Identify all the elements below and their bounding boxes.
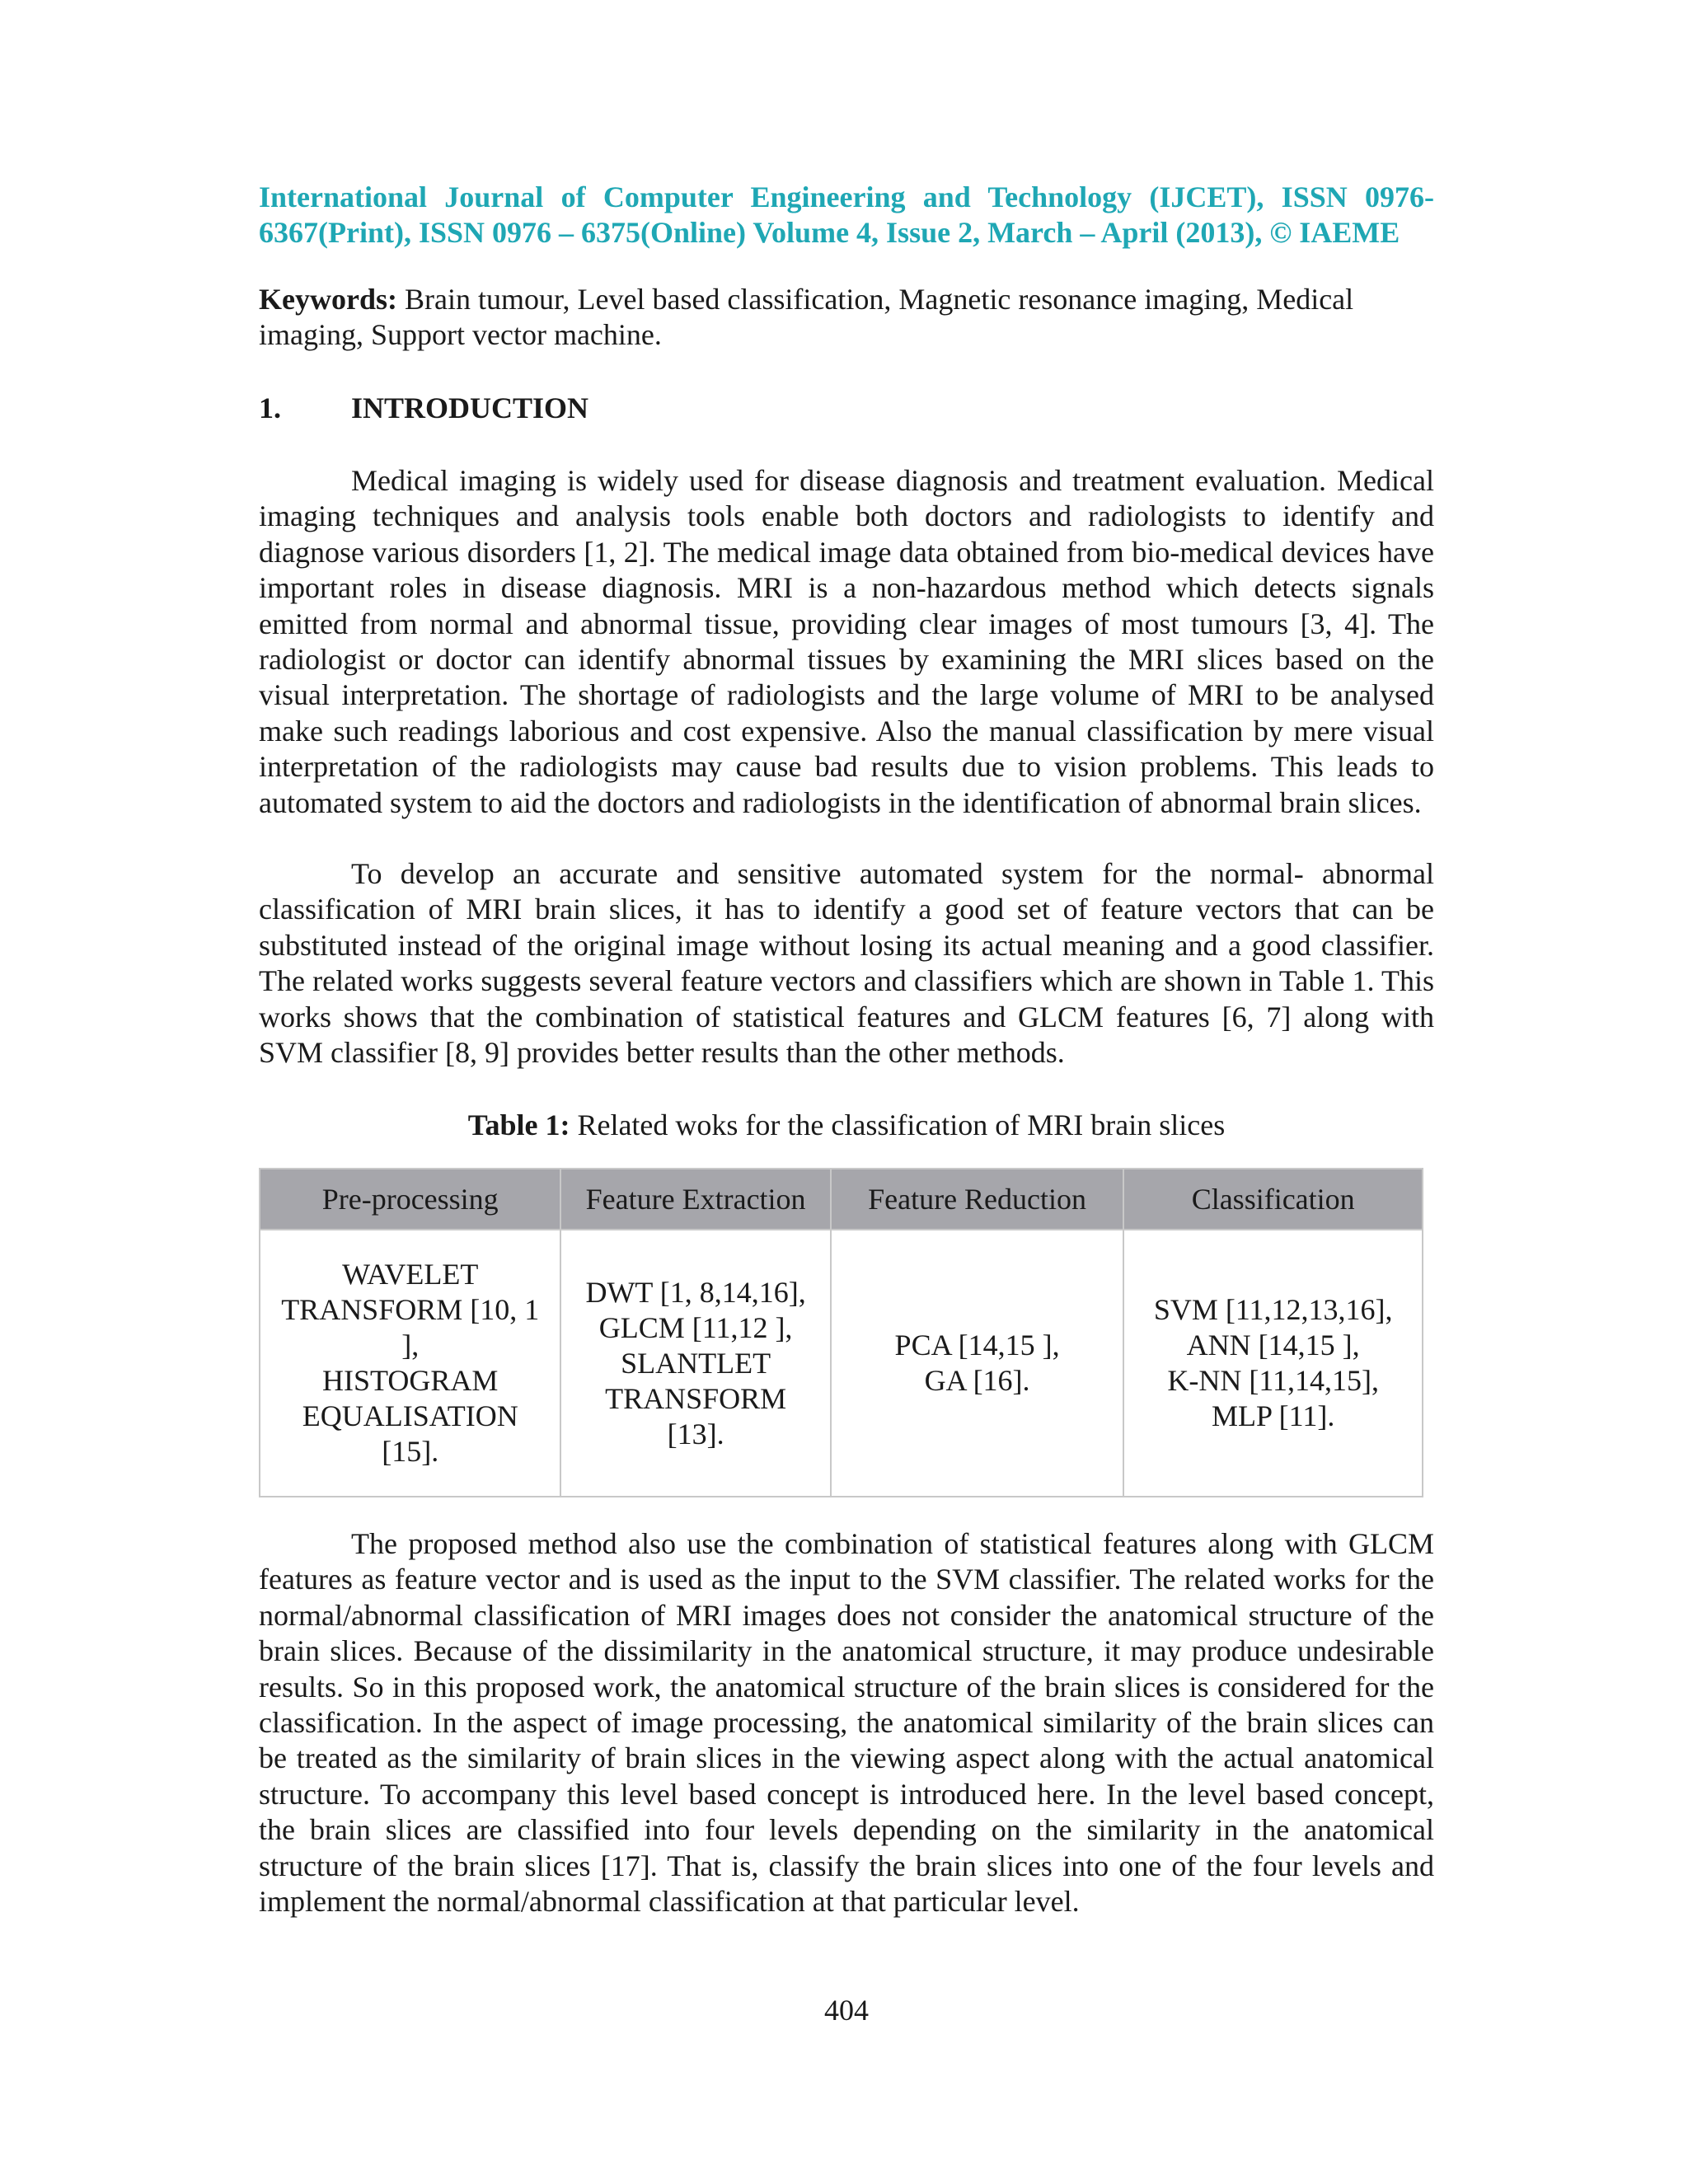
header-preprocessing: Pre-processing bbox=[260, 1169, 560, 1230]
cell-line: SVM [11,12,13,16], bbox=[1153, 1293, 1393, 1326]
table-caption-label: Table 1: bbox=[467, 1108, 570, 1141]
section-number: 1. bbox=[259, 391, 281, 424]
paragraph-1: Medical imaging is widely used for disease diagnosis and treatment evaluation. Medical imaging techniques and analysis tools enable both doctors and radiologists to identify and diagnose various disorders [1, 2]. The medical image data obtained from bio-medical devices have important roles in disease diagnosis. MRI is a non-hazardous method which detects signals emitted from normal and abnormal tissue, providing clear images of most tumours [3, 4]. The radiologist or doctor can identify abnormal tissues by examining the MRI slices based on the visual interpretation. The shortage of radiologists and the large volume of MRI to be analysed make such readings laborious and cost expensive. Also the manual classification by mere visual interpretation of the radiologists may cause bad results due to vision problems. This leads to automated system to aid the doctors and radiologists in the identification of abnormal brain slices. bbox=[259, 464, 1434, 819]
keywords-text: Brain tumour, Level based classification, Magnetic resonance imaging, Medical imaging, Support vector machine. bbox=[259, 283, 1354, 351]
cell-line: TRANSFORM [10, 1 bbox=[281, 1293, 540, 1326]
related-works-table bbox=[259, 1168, 1423, 1497]
cell-classification bbox=[1123, 1230, 1423, 1497]
cell-line: TRANSFORM bbox=[605, 1381, 787, 1415]
cell-line: EQUALISATION bbox=[302, 1399, 518, 1432]
cell-line: GLCM [11,12 ], bbox=[598, 1310, 793, 1344]
cell-line: MLP [11]. bbox=[1212, 1399, 1335, 1432]
cell-line: DWT [1, 8,14,16], bbox=[585, 1275, 806, 1309]
header-feature-extraction: Feature Extraction bbox=[560, 1169, 830, 1230]
cell-preprocessing bbox=[260, 1230, 560, 1497]
table-caption-text: Related woks for the classification of MRI brain slices bbox=[570, 1108, 1226, 1141]
cell-line: WAVELET bbox=[342, 1258, 479, 1291]
table-row bbox=[260, 1230, 1423, 1497]
table-caption bbox=[259, 1108, 1434, 1143]
cell-line: ANN [14,15 ], bbox=[1186, 1329, 1360, 1361]
cell-line: [15]. bbox=[382, 1435, 439, 1468]
cell-line: PCA [14,15 ], bbox=[894, 1329, 1060, 1361]
section-heading bbox=[259, 391, 1434, 426]
journal-header: International Journal of Computer Engineering and Technology (IJCET), ISSN 0976-6367(Print), ISSN 0976 – 6375(Online) Volume 4, Issue 2, March – April (2013), © IAEME bbox=[259, 180, 1434, 249]
keywords bbox=[259, 282, 1434, 353]
page-number: 404 bbox=[824, 1994, 869, 2027]
section-title: INTRODUCTION bbox=[351, 391, 589, 424]
cell-line: HISTOGRAM bbox=[322, 1364, 499, 1397]
cell-feature-reduction bbox=[831, 1230, 1124, 1497]
table-header-row bbox=[260, 1169, 1423, 1230]
cell-line: K-NN [11,14,15], bbox=[1167, 1364, 1379, 1397]
cell-line: ], bbox=[401, 1329, 420, 1361]
header-classification: Classification bbox=[1123, 1169, 1423, 1230]
paragraph-3: The proposed method also use the combination of statistical features along with GLCM features as feature vector and is used as the input to the SVM classifier. The related works for the normal/abnormal classification of MRI images does not consider the anatomical structure of the brain slices. Because of the dissimilarity in the anatomical structure, it may produce undesirable results. So in this proposed work, the anatomical structure of the brain slices is considered for the classification. In the aspect of image processing, the anatomical similarity of the brain slices can be treated as the similarity of brain slices in the viewing aspect along with the actual anatomical structure. To accompany this level based concept is introduced here. In the level based concept, the brain slices are classified into four levels depending on the similarity in the anatomical structure of the brain slices [17]. That is, classify the brain slices into one of the four levels and implement the normal/abnormal classification at that particular level. bbox=[259, 1527, 1434, 1919]
cell-line: GA [16]. bbox=[924, 1364, 1030, 1397]
cell-line: SLANTLET bbox=[621, 1346, 771, 1380]
cell-feature-extraction bbox=[560, 1230, 830, 1497]
keywords-label: Keywords: bbox=[259, 283, 397, 316]
cell-line: [13]. bbox=[667, 1417, 724, 1451]
paragraph-2: To develop an accurate and sensitive automated system for the normal- abnormal classification of MRI brain slices, it has to identify a good set of feature vectors that can be substituted instead of the original image without losing its actual meaning and a good classifier. The related works suggests several feature vectors and classifiers which are shown in Table 1. This works shows that the combination of statistical features and GLCM features [6, 7] along with SVM classifier [8, 9] provides better results than the other methods. bbox=[259, 857, 1434, 1070]
header-feature-reduction: Feature Reduction bbox=[831, 1169, 1124, 1230]
